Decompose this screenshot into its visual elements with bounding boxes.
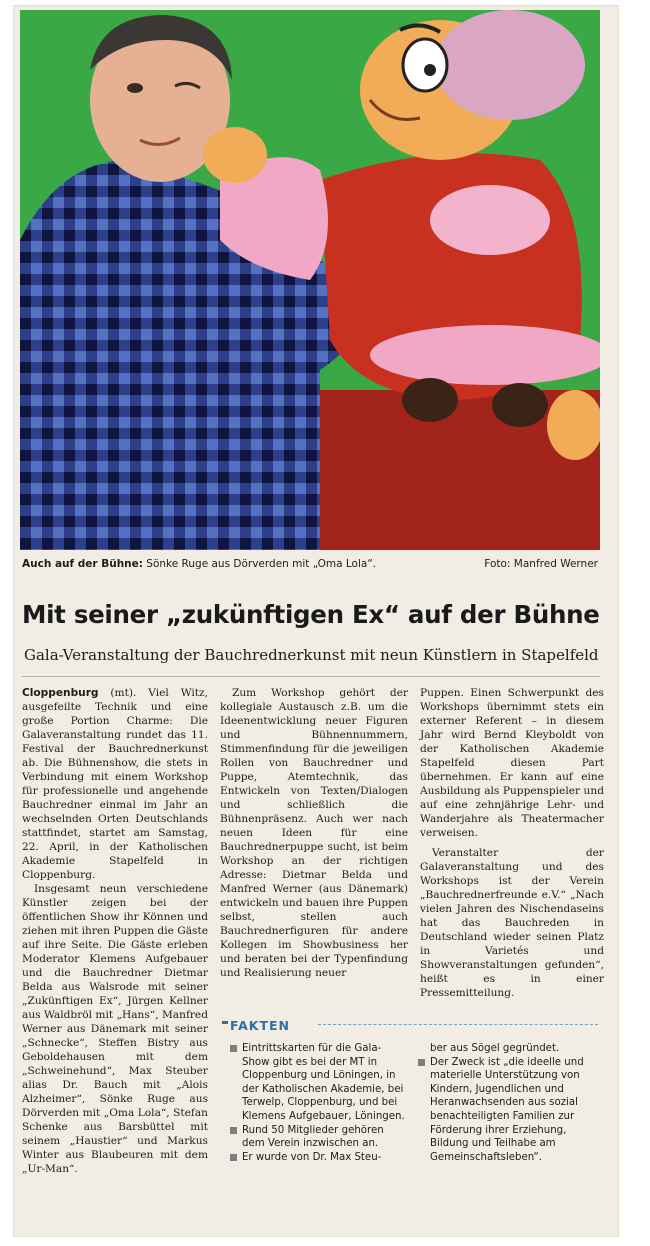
facts-item-text: Er wurde von Dr. Max Steu- [242,1151,382,1163]
article-headline: Mit seiner „zukünftigen Ex“ auf der Bühne [22,600,600,629]
caption-text: Sönke Ruge aus Dörverden mit „Oma Lola“. [142,558,377,570]
facts-item [418,1056,594,1165]
square-bullet-icon [230,1045,237,1052]
article-column-1 [22,686,208,1176]
facts-title: FAKTEN [230,1018,290,1033]
facts-item [230,1151,406,1165]
facts-box [222,1012,604,1232]
facts-item [230,1042,406,1124]
square-bullet-icon [230,1127,237,1134]
caption-text-wrap [22,558,376,570]
photo-credit: Foto: Manfred Werner [484,558,598,570]
article-paragraph: Insgesamt neun verschiedene Künstler zeigen bei der öffentlichen Show ihr Können und ziehen mit ihren Puppen die Gäste auf ihre Seite. Die Gäste erleben Moderator Klemens Aufgebauer und die Bauchredner Dietmar Belda aus Walsrode mit seiner „Zukünftigen Ex“, Jürgen Kellner aus Waldbröl mit „Hans“, Manfred Werner aus Dänemark mit seiner „Schnecke“, Steffen Bistry aus Geboldehausen mit dem „Schweinehund“, Max Steuber alias Dr. Bauch mit „Alois Alzheimer“, Sönke Ruge aus Dörverden mit „Oma Lola“, Stefan Schenke aus Barsbüttel mit seinem „Haustier“ und Markus Winter aus Blaubeuren mit dem „Ur-Man“. [22,883,208,1175]
facts-item-text: Eintrittskarten für die Gala-Show gibt es bei der MT in Cloppenburg und Löningen, in der Katholischen Akademie, bei Terwelp, Cloppenburg, und bei Klemens Aufgebauer, Löningen. [242,1043,405,1122]
facts-rule [318,1024,598,1025]
square-bullet-icon [230,1154,237,1161]
paragraph-text: (mt). Viel Witz, ausgefeilte Technik und eine große Portion Charme: Die Galaveranstaltung rundet das 11. Festival der Bauchrednerkunst ab. Die Bühnenshow, die stets in Verbindung mit einem Workshop für professionelle und angehende Bauchredner einmal im Jahr an wechselnden Orten Deutschlands stattfindet, startet am Samstag, 22. April, in der Katholischen Akademie Stapelfeld in Cloppenburg. [22,687,208,881]
article-column-2 [220,686,408,980]
dateline: Cloppenburg [22,687,99,699]
facts-item [230,1124,406,1151]
article-paragraph: Puppen. Einen Schwerpunkt des Workshops übernimmt stets ein externer Referent – in diesem Jahr wird Bernd Kleyboldt von der Katholischen Akademie Stapelfeld diesen Part übernehmen. Er kann auf eine Ausbildung als Puppenspieler und auf eine zehnjährige Lehr- und Wanderjahre als Theatermacher verweisen. [420,687,604,839]
caption-lead: Auch auf der Bühne: [22,558,143,570]
article-column-3 [420,686,604,1000]
facts-marker [222,1021,228,1024]
facts-column-2 [418,1042,594,1164]
facts-continuation: ber aus Sögel gegründet. [430,1043,560,1054]
article-subheadline: Gala-Veranstaltung der Bauchrednerkunst mit neun Künstlern in Stapelfeld [24,646,599,664]
photo-caption [22,556,598,576]
square-bullet-icon [418,1059,425,1066]
photo-illustration [20,10,600,550]
facts-item-text: Rund 50 Mitglieder gehören dem Verein inzwischen an. [242,1124,384,1150]
article-photo [20,10,600,550]
facts-item-text: Der Zweck ist „die ideelle und materielle Unterstützung von Kindern, Jugendlichen und Heranwachsenden aus sozial benachteiligten Familien zur Förderung ihrer Erziehung, Bildung und Teilhabe am Gemeinschaftsleben“. [430,1056,584,1163]
divider [22,676,600,677]
article-paragraph: Veranstalter der Galaveranstaltung und des Workshops ist der Verein „Bauchrednerfreunde e.V.“ „Nach vielen Jahren des Nischendaseins hat das Bauchreden in Deutschland wieder seinen Platz in Varietés und Showveranstaltungen gefunden“, heißt es in einer Pressemitteilung. [420,847,604,999]
facts-column-1 [230,1042,406,1164]
article-paragraph [22,686,208,882]
article-paragraph: Zum Workshop gehört der kollegiale Austausch z.B. um die Ideenentwicklung neuer Figuren und Bühnennummern, Stimmenfindung für die jeweiligen Rollen von Bauchredner und Puppe, Atemtechnik, das Entwickeln von Texten/Dialogen und schließlich die Bühnenpräsenz. Auch wer nach neuen Ideen für eine Bauchrednerpuppe sucht, ist beim Workshop an der richtigen Adresse: Dietmar Belda und Manfred Werner (aus Dänemark) entwickeln und bauen ihre Puppen selbst, stellen auch Bauchrednerfiguren für andere Kollegen im Showbusiness her und beraten bei der Typenfindung und Realisierung neuer [220,687,408,979]
